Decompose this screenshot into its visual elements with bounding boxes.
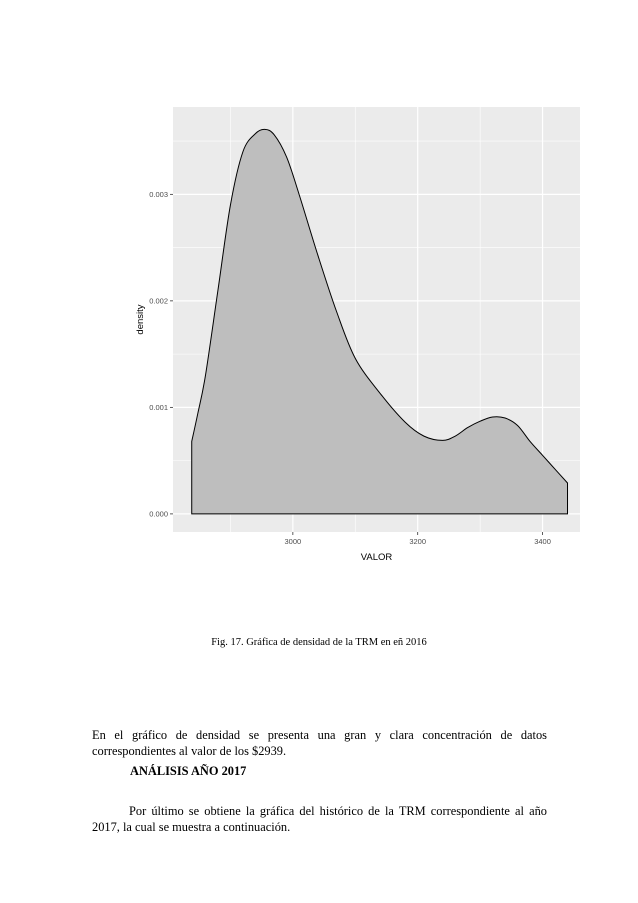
- y-axis-title: density: [135, 304, 146, 335]
- y-tick-label: 0.003: [149, 189, 168, 199]
- x-axis: [285, 532, 551, 546]
- y-tick-label: 0.001: [149, 402, 168, 412]
- y-tick-label: 0.000: [149, 509, 168, 519]
- x-tick-label: 3200: [409, 537, 427, 546]
- y-tick-label: 0.002: [149, 296, 168, 306]
- x-tick-label: 3000: [284, 537, 302, 546]
- figure-caption: Fig. 17. Gráfica de densidad de la TRM en eñ 2016: [211, 637, 427, 648]
- section-heading: ANÁLISIS AÑO 2017: [130, 764, 247, 778]
- paragraph: En el gráfico de densidad se presenta una gran y clara concentración de datos correspondientes al valor de los $2939.: [92, 728, 547, 758]
- y-axis: [149, 190, 173, 519]
- x-axis-title: VALOR: [360, 552, 393, 563]
- x-tick-label: 3400: [534, 537, 551, 546]
- paragraph: Por último se obtiene la gráfica del histórico de la TRM correspondiente al año 2017, la cual se muestra a continuación.: [92, 804, 547, 834]
